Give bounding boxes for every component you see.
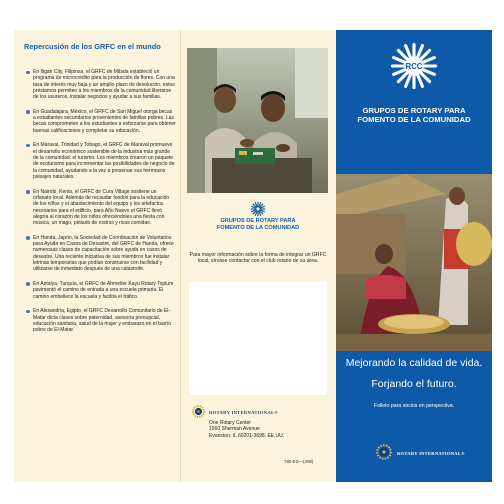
form-code: 780-ES—(208)	[284, 459, 314, 464]
list-item	[26, 308, 176, 333]
list-item-text: En Maraval, Trinidad y Tobago, el GRFC de Maraval promueve el desarrollo económico sostenible de la industria más grande de la comunidad: el turismo. Los miembros crearon un paquete de ecoturismo para incrementar las posibilidades de negocio de la comunidad, ayudando a la vez a preservar sus hermosos paisajes naturales.	[33, 142, 175, 180]
bullet-icon	[26, 282, 30, 286]
impact-list	[26, 69, 176, 342]
bullet-icon	[26, 236, 30, 240]
panel2-title: GRUPOS DE ROTARY PARA FOMENTO DE LA COMUNIDAD	[216, 218, 300, 231]
panel-impact	[14, 30, 180, 482]
list-item-text: En Iligan City, Filipinas, el GRFC de Mibala estableció un programa de microcrédito para la producción de flores. Con una tasa de interés muy baja y un amplio plazo de devolución, estos préstamos permiten a los miembros de la comunidad liberarse de los usureros, instalar negocios y ayudar a sus familias.	[33, 69, 175, 101]
svg-text:RCC: RCC	[405, 62, 423, 71]
bullet-icon	[26, 110, 30, 114]
bullet-icon	[26, 310, 30, 314]
address-label-box	[189, 282, 327, 395]
cover-header	[336, 30, 492, 174]
list-item	[26, 189, 176, 227]
bullet-icon	[26, 144, 30, 148]
rcc-wheel-icon	[250, 201, 266, 217]
rotary-international-label: ROTARY INTERNATIONAL®	[209, 410, 279, 415]
list-item	[26, 69, 176, 100]
brochure-page	[14, 30, 492, 482]
students-photo	[187, 48, 328, 193]
list-item	[26, 142, 176, 180]
address-block: One Rotary Center 1560 Sherman Avenue Evanston, IL 60201-3698, EE.UU.	[209, 420, 285, 439]
cover-footer	[336, 351, 492, 482]
contact-text: Para mayor información sobre la forma de integrar un GRFC local, sírvase contactar con el club rotario de su área.	[189, 252, 327, 265]
bullet-icon	[26, 71, 30, 75]
village-women-photo	[336, 174, 492, 351]
rotary-wheel-icon	[376, 444, 392, 460]
list-item	[26, 235, 176, 273]
list-item-text: En Nairobi, Kenia, el GRFC de Cura Village sostiene un orfanato local. Además de recaudar fondos para la educación de los niños y el abastecimiento del equipo y los artefactos necesarios para el edificio, para Año Nuevo el GRFC llevó alegría al corazón de los niños ofreciéndoles una fiesta con música, un mago, pintado de rostros y ricas comidas.	[33, 188, 170, 227]
rcc-logo-icon	[390, 42, 438, 90]
cover-subtitle: Folleto para socios en perspectiva.	[373, 403, 455, 409]
list-item-text: En Antalya, Turquía, el GRFC de Ahmetler Kayu Rotary Toplum pavimentó el camino de entrada a una escuela primaria. El camino embellece la escuela y facilita el tráfico.	[33, 280, 174, 300]
impact-heading: Repercusión de los GRFC en el mundo	[24, 42, 161, 51]
list-item-text: En Alexandria, Egipto, el GRFC Desarrollo Comunitario de El-Matar dicta clases sobre paternidad, asesoría prenupcial, educación sanitaria, salud de la mujer y embarazo en el barrio pobre de El-Matar.	[33, 308, 171, 334]
bullet-icon	[26, 190, 30, 194]
list-item	[26, 281, 176, 300]
cover-title: GRUPOS DE ROTARY PARA FOMENTO DE LA COMUNIDAD	[357, 106, 471, 124]
rotary-wheel-icon	[192, 405, 205, 418]
panel-cover	[336, 30, 492, 482]
tagline-primary: Mejorando la calidad de vida.	[345, 357, 483, 369]
tagline-secondary: Forjando el futuro.	[371, 378, 457, 390]
panel-contact	[180, 30, 336, 482]
rotary-international-label: ROTARY INTERNATIONAL®	[397, 451, 465, 456]
list-item-text: En Handa, Japón, la Sociedad de Coordinación de Voluntarios para Ayuda en Casos de Desastre, del GRFC de Handa, ofrece numerosas clases de capacitación sobre ayuda en casos de desastre. Una reciente iniciativa de sus miembros fue instalar letrinas temporarias que podían construirse con facilidad y utilizarse de inmediato después de una catástrofe.	[33, 234, 174, 273]
list-item-text: En Guadalajara, México, el GRFC de San Miguel otorga becas a estudiantes secundarios provenientes de familias pobres. Las becas comprometen a los estudiantes a esforzarse para obtener buenas calificaciones y completar su educación.	[33, 108, 176, 134]
list-item	[26, 109, 176, 134]
